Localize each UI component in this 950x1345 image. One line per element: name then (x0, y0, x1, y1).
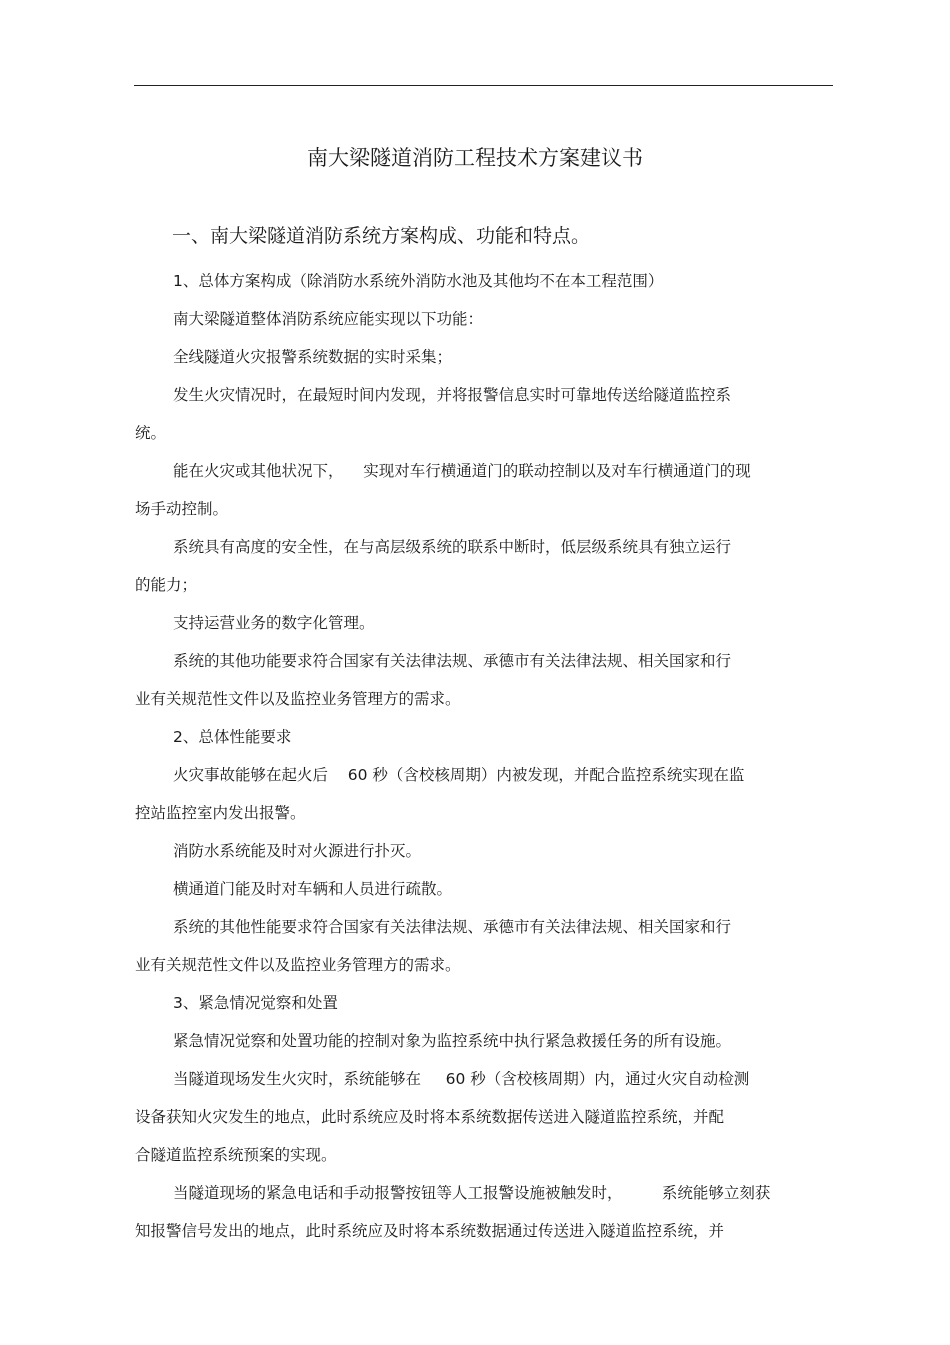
paragraph (135, 452, 855, 528)
header-rule (134, 85, 833, 86)
paragraph-line: 南大梁隧道整体消防系统应能实现以下功能： (173, 310, 484, 328)
paragraph-line: 当隧道现场发生火灾时，系统能够在 60 秒（含校核周期）内，通过火灾自动检测 (173, 1070, 750, 1088)
paragraph-line: 场手动控制。 (135, 500, 229, 518)
paragraph (135, 756, 855, 832)
paragraph (135, 1022, 855, 1060)
paragraph (135, 338, 855, 376)
paragraph-line: 合隧道监控系统预案的实现。 (135, 1146, 337, 1164)
paragraph-line: 消防水系统能及时对火源进行扑灭。 (173, 842, 422, 860)
section-heading: 一、南大梁隧道消防系统方案构成、功能和特点。 (172, 225, 591, 247)
document-body (135, 262, 855, 1250)
paragraph-line: 统。 (135, 424, 167, 442)
paragraph (135, 262, 855, 300)
paragraph (135, 908, 855, 984)
paragraph-line: 全线隧道火灾报警系统数据的实时采集； (173, 348, 453, 366)
paragraph-line: 能在火灾或其他状况下， 实现对车行横通道门的联动控制以及对车行横通道门的现 (173, 462, 751, 480)
paragraph (135, 984, 855, 1022)
paragraph (135, 604, 855, 642)
paragraph (135, 376, 855, 452)
paragraph-line: 紧急情况觉察和处置功能的控制对象为监控系统中执行紧急救援任务的所有设施。 (173, 1032, 732, 1050)
paragraph-line: 横通道门能及时对车辆和人员进行疏散。 (173, 880, 453, 898)
paragraph-line: 的能力； (135, 576, 198, 594)
paragraph-line: 火灾事故能够在起火后 60 秒（含校核周期）内被发现，并配合监控系统实现在监 (173, 766, 745, 784)
paragraph (135, 718, 855, 756)
paragraph-line: 支持运营业务的数字化管理。 (173, 614, 375, 632)
paragraph-line: 系统的其他性能要求符合国家有关法律法规、承德市有关法律法规、相关国家和行 (173, 918, 732, 936)
paragraph-line: 1、总体方案构成（除消防水系统外消防水池及其他均不在本工程范围） (173, 272, 664, 290)
paragraph-line: 业有关规范性文件以及监控业务管理方的需求。 (135, 956, 461, 974)
paragraph-line: 3、紧急情况觉察和处置 (173, 994, 338, 1012)
paragraph (135, 528, 855, 604)
document-title: 南大梁隧道消防工程技术方案建议书 (307, 146, 643, 170)
paragraph-line: 系统的其他功能要求符合国家有关法律法规、承德市有关法律法规、相关国家和行 (173, 652, 732, 670)
paragraph (135, 832, 855, 870)
paragraph (135, 1060, 855, 1174)
paragraph-line: 发生火灾情况时，在最短时间内发现，并将报警信息实时可靠地传送给隧道监控系 (173, 386, 732, 404)
paragraph (135, 1174, 855, 1250)
paragraph-line: 2、总体性能要求 (173, 728, 292, 746)
paragraph-line: 控站监控室内发出报警。 (135, 804, 306, 822)
paragraph-line: 业有关规范性文件以及监控业务管理方的需求。 (135, 690, 461, 708)
paragraph-line: 当隧道现场的紧急电话和手动报警按钮等人工报警设施被触发时， 系统能够立刻获 (173, 1184, 771, 1202)
paragraph-line: 系统具有高度的安全性，在与高层级系统的联系中断时，低层级系统具有独立运行 (173, 538, 732, 556)
paragraph (135, 300, 855, 338)
paragraph (135, 870, 855, 908)
paragraph-line: 设备获知火灾发生的地点，此时系统应及时将本系统数据传送进入隧道监控系统，并配 (135, 1108, 725, 1126)
paragraph-line: 知报警信号发出的地点，此时系统应及时将本系统数据通过传送进入隧道监控系统，并 (135, 1222, 725, 1240)
paragraph (135, 642, 855, 718)
